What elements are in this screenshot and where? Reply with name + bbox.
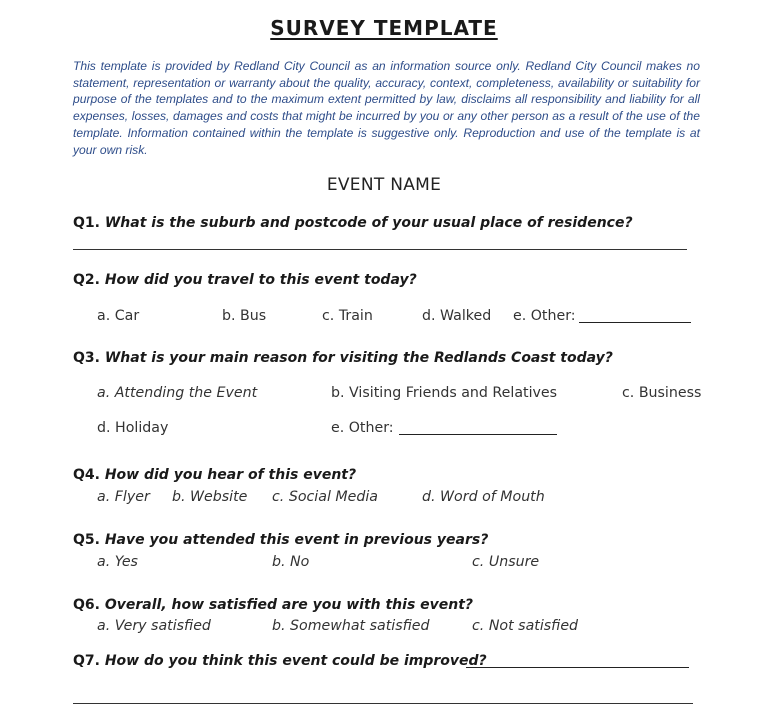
- question-7-text: How do you think this event could be improved?: [104, 653, 487, 669]
- q7-answer-line[interactable]: [466, 667, 689, 668]
- question-6: [73, 597, 473, 613]
- question-2: [73, 272, 417, 288]
- q6-option-not-satisfied[interactable]: c. Not satisfied: [472, 618, 579, 634]
- q6-option-somewhat-satisfied[interactable]: b. Somewhat satisfied: [272, 618, 430, 634]
- q2-option-train[interactable]: c. Train: [322, 308, 373, 324]
- question-3: [73, 350, 613, 366]
- q3-option-holiday[interactable]: d. Holiday: [97, 420, 169, 436]
- q1-answer-line[interactable]: [73, 249, 687, 250]
- question-2-number: Q2.: [73, 272, 100, 288]
- question-7-number: Q7.: [73, 653, 100, 669]
- disclaimer-paragraph: This template is provided by Redland City Council as an information source only. Redland City Council makes no statement, representation or warranty about the quality, accuracy, context, completeness, availability or suitability for purpose of the templates and to the maximum extent permitted by law, disclaims all responsibility and liability for all expenses, losses, damages and costs that might be incurred by you or any other person as a result of the use of the template. Information contained within the template is suggestive only. Reproduction and use of the template is at your own risk.: [73, 59, 700, 157]
- question-1-number: Q1.: [73, 215, 100, 231]
- q4-option-flyer[interactable]: a. Flyer: [97, 489, 150, 505]
- q5-option-unsure[interactable]: c. Unsure: [472, 554, 540, 570]
- q3-option-business[interactable]: c. Business: [622, 385, 702, 401]
- q4-option-website[interactable]: b. Website: [172, 489, 248, 505]
- question-5-text: Have you attended this event in previous years?: [104, 532, 489, 548]
- question-3-number: Q3.: [73, 350, 100, 366]
- q3-other-line[interactable]: [399, 434, 557, 435]
- question-4-number: Q4.: [73, 467, 100, 483]
- q2-option-bus[interactable]: b. Bus: [222, 308, 267, 324]
- question-1: [73, 215, 633, 231]
- question-2-text: How did you travel to this event today?: [104, 272, 417, 288]
- q6-option-very-satisfied[interactable]: a. Very satisfied: [97, 618, 211, 634]
- question-6-text: Overall, how satisfied are you with this event?: [104, 597, 474, 613]
- q3-option-other[interactable]: e. Other:: [331, 420, 394, 436]
- q4-option-social-media[interactable]: c. Social Media: [272, 489, 379, 505]
- question-3-text: What is your main reason for visiting the Redlands Coast today?: [104, 350, 613, 366]
- q5-option-yes[interactable]: a. Yes: [97, 554, 138, 570]
- question-4-text: How did you hear of this event?: [104, 467, 357, 483]
- q2-option-car[interactable]: a. Car: [97, 308, 140, 324]
- q2-option-other[interactable]: e. Other:: [513, 308, 576, 324]
- question-5: [73, 532, 488, 548]
- question-4: [73, 467, 356, 483]
- question-6-number: Q6.: [73, 597, 100, 613]
- document-title: SURVEY TEMPLATE: [270, 16, 498, 40]
- q7-answer-line-2[interactable]: [73, 703, 693, 704]
- q5-option-no[interactable]: b. No: [272, 554, 310, 570]
- question-1-text: What is the suburb and postcode of your usual place of residence?: [104, 215, 633, 231]
- event-name-heading: EVENT NAME: [326, 175, 442, 195]
- q3-option-attending[interactable]: a. Attending the Event: [97, 385, 258, 401]
- q2-other-line[interactable]: [579, 322, 691, 323]
- question-5-number: Q5.: [73, 532, 100, 548]
- q2-option-walked[interactable]: d. Walked: [422, 308, 492, 324]
- q4-option-word-of-mouth[interactable]: d. Word of Mouth: [422, 489, 545, 505]
- question-7: [73, 653, 487, 669]
- q3-option-visiting-friends[interactable]: b. Visiting Friends and Relatives: [331, 385, 558, 401]
